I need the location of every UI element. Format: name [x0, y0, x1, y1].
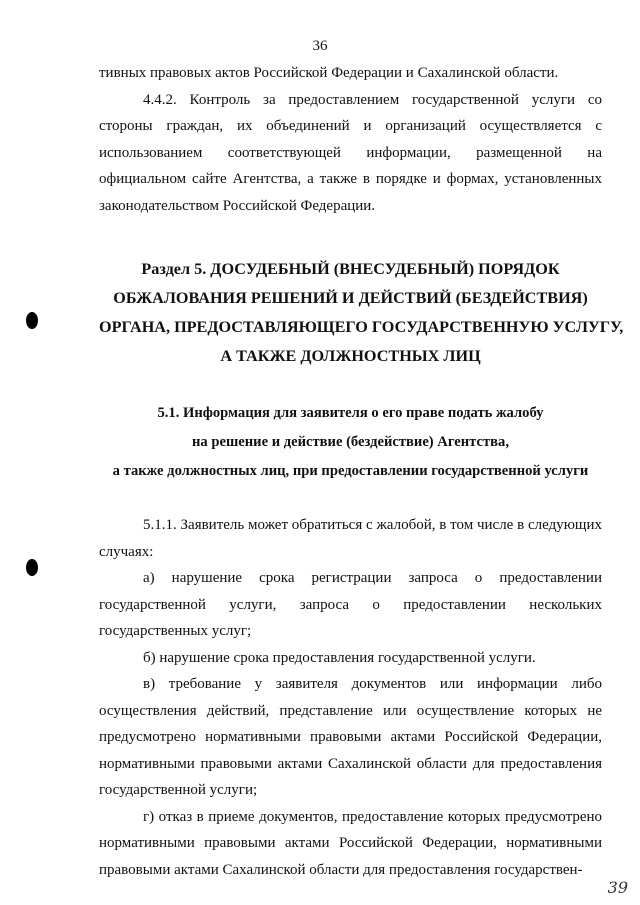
punch-hole [26, 312, 38, 329]
list-item-b: б) нарушение срока предоставления государственной услуги. [143, 649, 536, 666]
subsection-heading-line: 5.1. Информация для заявителя о его праве подать жалобу [157, 405, 544, 421]
punch-hole [26, 559, 38, 576]
list-item-g: г) отказ в приеме документов, предоставление которых предусмотрено нормативными правовыми актами Российской Федерации, нормативными правовыми актами Сахалинской области для предоставления государствен- [99, 808, 602, 878]
section-heading [99, 255, 624, 371]
section-heading-line: А ТАКЖЕ ДОЛЖНОСТНЫХ ЛИЦ [220, 347, 481, 365]
subsection-heading-line: на решение и действие (бездействие) Агентства, [192, 434, 509, 450]
list-item-v: в) требование у заявителя документов или информации либо осуществления действий, представление или осуществление которых не предусмотрено нормативными правовыми актами Российской Федерации, нормативными правовыми актами Сахалинской области для предоставления государственной услуги; [99, 676, 602, 798]
paragraph-5-1-1: 5.1.1. Заявитель может обратиться с жалобой, в том числе в следующих случаях: [99, 517, 602, 560]
paragraph-continuation: тивных правовых актов Российской Федерации и Сахалинской области. [99, 65, 559, 81]
section-heading-line: Раздел 5. ДОСУДЕБНЫЙ (ВНЕСУДЕБНЫЙ) ПОРЯДОК [141, 260, 560, 278]
subsection-heading [99, 399, 602, 486]
page-number: 36 [312, 38, 328, 54]
handwritten-page-number: 39 [607, 878, 628, 897]
paragraph-4-4-2: 4.4.2. Контроль за предоставлением государственной услуги со стороны граждан, их объединений и организаций осуществляется с использованием соответствующей информации, размещенной на официальном сайте Агентства, а также в порядке и формах, установленных законодательством Российской Федерации. [99, 91, 602, 214]
list-item-a: а) нарушение срока регистрации запроса о предоставлении государственной услуги, запроса о предоставлении нескольких государственных услуг; [99, 570, 602, 639]
section-heading-line: ОБЖАЛОВАНИЯ РЕШЕНИЙ И ДЕЙСТВИЙ (БЕЗДЕЙСТВИЯ) [113, 289, 588, 307]
subsection-heading-line: а также должностных лиц, при предоставлении государственной услуги [112, 463, 589, 479]
body-block [99, 512, 602, 883]
section-heading-line: ОРГАНА, ПРЕДОСТАВЛЯЮЩЕГО ГОСУДАРСТВЕННУЮ УСЛУГУ, [99, 318, 624, 336]
document-content [99, 60, 624, 883]
